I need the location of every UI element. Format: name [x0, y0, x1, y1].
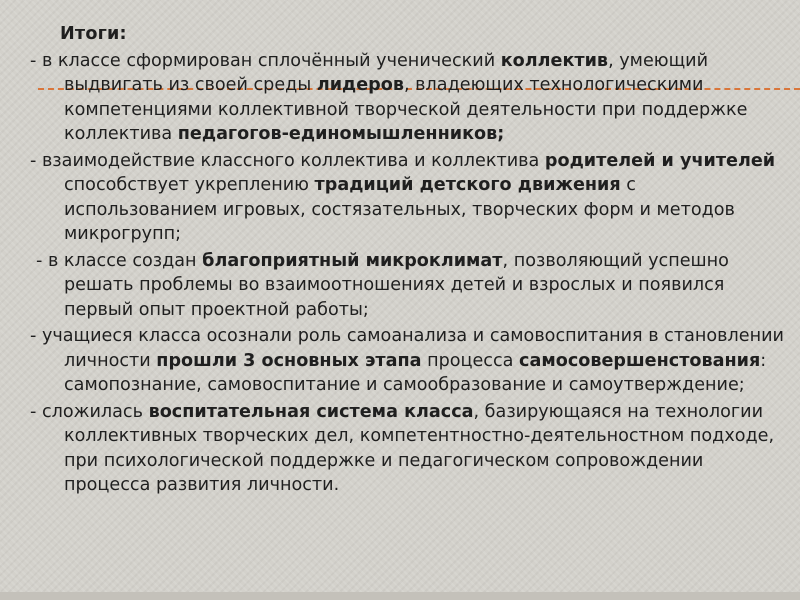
item-text: , базирующаяся на технологии коллективных творческих дел, компетентностно-деятельностном подходе, при психологической поддержке и педагогическом сопровождении процесса развития личности.	[64, 401, 775, 495]
summary-item-1	[30, 49, 790, 147]
item-text: , позволяющий успешно решать проблемы во взаимоотношениях детей и взрослых и появился первый опыт проектной работы;	[64, 250, 729, 320]
item-text: процесса	[421, 350, 520, 371]
item-emphasis: родителей и учителей	[544, 150, 776, 171]
summary-item-5	[30, 400, 790, 498]
item-text: , умеющий выдвигать из своей среды	[64, 50, 709, 95]
item-emphasis: самосовершенстования	[519, 350, 761, 371]
item-emphasis: традиций детского движения	[314, 175, 621, 195]
item-emphasis: благоприятный микроклимат	[202, 250, 503, 271]
item-text: , владеющих технологическими компетенциями коллективной творческой деятельности при поддержке коллектива	[64, 75, 748, 144]
item-text: - в классе создан	[36, 250, 203, 271]
item-text: - сложилась	[30, 401, 149, 422]
item-text: - учащиеся класса осознали роль самоанализа и самовоспитания в становлении личности	[30, 326, 784, 371]
item-emphasis: педагогов-единомышленников;	[177, 124, 505, 144]
summary-item-3	[30, 249, 790, 323]
item-text: - в классе сформирован сплочённый ученический	[30, 50, 501, 71]
item-text: : самопознание, самовоспитание и самообразование и самоутверждение;	[64, 350, 767, 395]
item-text: - взаимодействие классного коллектива и коллектива	[30, 150, 545, 171]
item-emphasis: коллектив	[500, 50, 609, 71]
item-text: с использованием игровых, состязательных, творческих форм и методов микрогрупп;	[64, 175, 735, 244]
item-emphasis: воспитательная система класса	[148, 401, 474, 422]
summary-item-2	[30, 149, 790, 247]
slide-body	[30, 22, 790, 500]
item-text: способствует укреплению	[64, 175, 315, 195]
summary-item-4	[30, 324, 790, 398]
item-emphasis: лидеров	[316, 75, 404, 95]
bottom-band	[0, 592, 800, 600]
slide-title: Итоги:	[60, 24, 127, 44]
item-emphasis: прошли 3 основных этапа	[156, 350, 422, 371]
